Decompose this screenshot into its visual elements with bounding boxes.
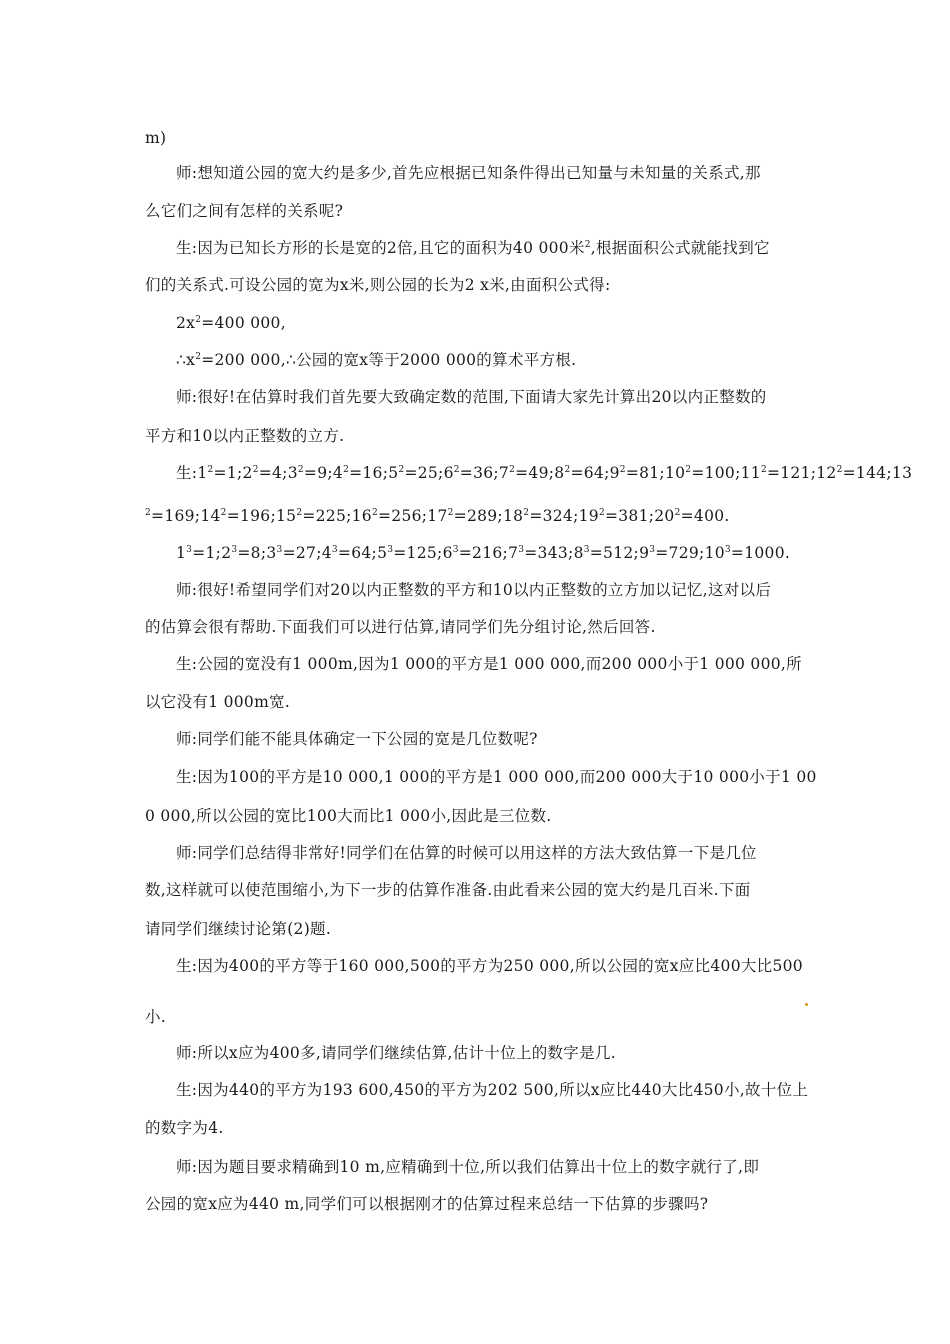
power-expression: $15^2=225$; <box>275 507 352 525</box>
speaker-label: 生: <box>176 464 198 482</box>
text-line: 师:同学们总结得非常好!同学们在估算的时候可以用这样的方法大致估算一下是几位 <box>176 844 757 862</box>
power-expression: $12^2=144$; <box>816 464 892 482</box>
text-line: 平方和10以内正整数的立方. <box>145 427 345 445</box>
squares-line-1 <box>176 463 912 483</box>
formula-line: $2x^2=400$ 000, <box>176 314 286 332</box>
power-expression: $8^2=64$; <box>554 464 610 482</box>
text-line: 师:很好!在估算时我们首先要大致确定数的范围,下面请大家先计算出20以内正整数的 <box>176 388 767 406</box>
text-line: 的估算会很有帮助.下面我们可以进行估算,请同学们先分组讨论,然后回答. <box>145 618 656 636</box>
power-expression: $20^2=400$. <box>654 507 730 525</box>
power-expression: $1^3=1$; <box>176 544 222 562</box>
power-expression: $14^2=196$; <box>200 507 276 525</box>
power-expression: $5^3=125$; <box>377 544 443 562</box>
power-expression: $9^2=81$; <box>609 464 665 482</box>
power-expression: $8^3=512$; <box>573 544 640 562</box>
power-expression: $16^2=256$; <box>351 507 428 525</box>
power-expression: $17^2=289$; <box>427 507 503 525</box>
power-expression: $6^2=36$; <box>443 464 499 482</box>
power-expression: $10^2=100$; <box>664 464 741 482</box>
power-expression: $11^2=121$; <box>740 464 817 482</box>
text-line: 请同学们继续讨论第(2)题. <box>145 920 332 938</box>
text-line: 生:公园的宽没有1 000m,因为1 000的平方是1 000 000,而200 000小于1 000 000,所 <box>176 655 802 673</box>
power-expression: $4^3=64$; <box>321 544 378 562</box>
power-expression: $2^2=4$; <box>242 464 288 482</box>
squares-line-2 <box>145 506 730 526</box>
power-base: 13 <box>891 464 913 482</box>
text-line: 生:因为已知长方形的长是宽的2倍,且它的面积为40 000米$^2$,根据面积公式就能找到它 <box>176 239 770 257</box>
text-line: 0 000,所以公园的宽比100大而比1 000小,因此是三位数. <box>145 807 552 825</box>
text-line: 公园的宽x应为440 m,同学们可以根据刚才的估算过程来总结一下估算的步骤吗? <box>145 1195 709 1213</box>
power-expression: $7^3=343$; <box>508 544 574 562</box>
cubes-line <box>176 543 790 563</box>
power-expression: $19^2=381$; <box>578 507 655 525</box>
stray-dot <box>805 1003 808 1006</box>
formula-line: $\therefore x^2=200$ 000,∴公园的宽x等于2000 000的算术平方根. <box>176 351 577 369</box>
text-line: 师:所以x应为400多,请同学们继续估算,估计十位上的数字是几. <box>176 1044 616 1062</box>
text-line: 师:想知道公园的宽大约是多少,首先应根据已知条件得出已知量与未知量的关系式,那 <box>176 164 761 182</box>
power-expression: $1^2=1$; <box>197 464 243 482</box>
power-expression: $9^3=729$; <box>639 544 705 562</box>
text-line: 生:因为440的平方为193 600,450的平方为202 500,所以x应比440大比450小,故十位上 <box>176 1081 809 1099</box>
text-line: 么它们之间有怎样的关系呢? <box>145 202 344 220</box>
text-line: 们的关系式.可设公园的宽为x米,则公园的长为2 x米,由面积公式得: <box>145 276 611 294</box>
text-line: 以它没有1 000m宽. <box>145 693 291 711</box>
power-expression: $2^3=8$; <box>221 544 267 562</box>
power-expression: $6^3=216$; <box>442 544 509 562</box>
text-line: 小. <box>145 1008 167 1026</box>
text-line: 的数字为4. <box>145 1119 224 1137</box>
text-line: 生:因为400的平方等于160 000,500的平方为250 000,所以公园的宽x应比400大比500 <box>176 957 803 975</box>
text-line: 数,这样就可以使范围缩小,为下一步的估算作准备.由此看来公园的宽大约是几百米.下面 <box>145 881 751 899</box>
power-expression: $10^3=1000$. <box>704 544 791 562</box>
power-expression: $^2$=169; <box>145 507 201 525</box>
text-line: 生:因为100的平方是10 000,1 000的平方是1 000 000,而200 000大于10 000小于1 00 <box>176 768 817 786</box>
text-line: 师:因为题目要求精确到10 m,应精确到十位,所以我们估算出十位上的数字就行了,即 <box>176 1158 760 1176</box>
power-expression: $4^2=16$; <box>332 464 389 482</box>
power-expression: $5^2=25$; <box>388 464 444 482</box>
text-line: 师:同学们能不能具体确定一下公园的宽是几位数呢? <box>176 730 538 748</box>
power-expression: $3^2=9$; <box>287 464 333 482</box>
text-line: m) <box>145 129 167 147</box>
power-expression: $18^2=324$; <box>502 507 579 525</box>
power-expression: $7^2=49$; <box>498 464 555 482</box>
power-expression: $3^3=27$; <box>266 544 322 562</box>
text-line: 师:很好!希望同学们对20以内正整数的平方和10以内正整数的立方加以记忆,这对以后 <box>176 581 772 599</box>
